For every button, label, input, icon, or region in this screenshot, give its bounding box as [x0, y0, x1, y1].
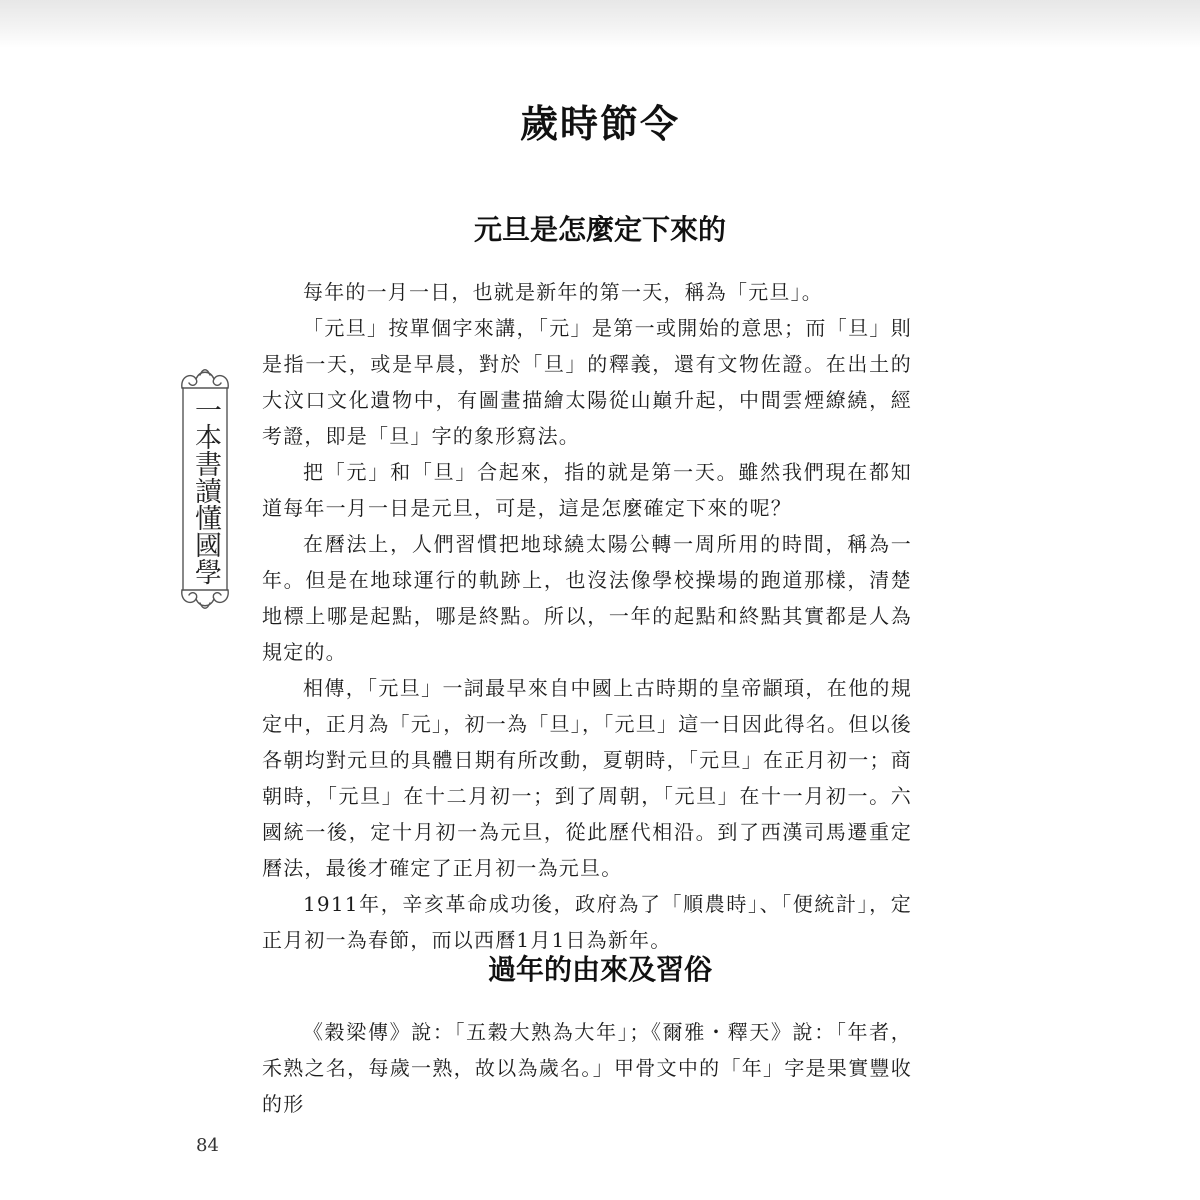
paragraph: 相傳，「元旦」一詞最早來自中國上古時期的皇帝顓頊，在他的規定中，正月為「元」，初一為「旦」，「元旦」這一日因此得名。但以後各朝均對元旦的具體日期有所改動，夏朝時，「元旦」在正月初一；商朝時，「元旦」在十二月初一；到了周朝，「元旦」在十一月初一。六國統一後，定十月初一為元旦，從此歷代相沿。到了西漢司馬遷重定曆法，最後才確定了正月初一為元旦。 — [262, 676, 912, 880]
section-title: 元旦是怎麼定下來的 — [473, 213, 726, 246]
paragraph: 《穀梁傳》說：「五穀大熟為大年」；《爾雅・釋天》說：「年者，禾熟之名，每歲一熟，故以為歲名。」甲骨文中的「年」字是果實豐收的形 — [262, 1020, 912, 1116]
paragraph: 在曆法上，人們習慣把地球繞太陽公轉一周所用的時間，稱為一年。但是在地球運行的軌跡上，也沒法像學校操場的跑道那樣，清楚地標上哪是起點，哪是終點。所以，一年的起點和終點其實都是人為規定的。 — [262, 532, 912, 664]
series-title-tab — [178, 362, 232, 616]
paragraph: 「元旦」按單個字來講，「元」是第一或開始的意思；而「旦」則是指一天，或是早晨，對於「旦」的釋義，還有文物佐證。在出土的大汶口文化遺物中，有圖畫描繪太陽從山巔升起，中間雲煙繚繞，經考證，即是「旦」字的象形寫法。 — [262, 316, 912, 448]
chapter-title: 歲時節令 — [519, 102, 680, 146]
page-top-shading — [0, 0, 1200, 48]
section-body — [262, 274, 912, 958]
section-title: 過年的由來及習俗 — [487, 953, 712, 986]
paragraph: 1911年，辛亥革命成功後，政府為了「順農時」、「便統計」，定正月初一為春節，而以西曆1月1日為新年。 — [262, 892, 912, 952]
page-number: 84 — [196, 1135, 219, 1156]
section-body — [262, 1014, 912, 1122]
series-title: 一本書讀懂國學 — [190, 395, 221, 585]
paragraph: 每年的一月一日，也就是新年的第一天，稱為「元旦」。 — [303, 280, 823, 304]
paragraph: 把「元」和「旦」合起來，指的就是第一天。雖然我們現在都知道每年一月一日是元旦，可是，這是怎麼確定下來的呢？ — [262, 460, 912, 520]
